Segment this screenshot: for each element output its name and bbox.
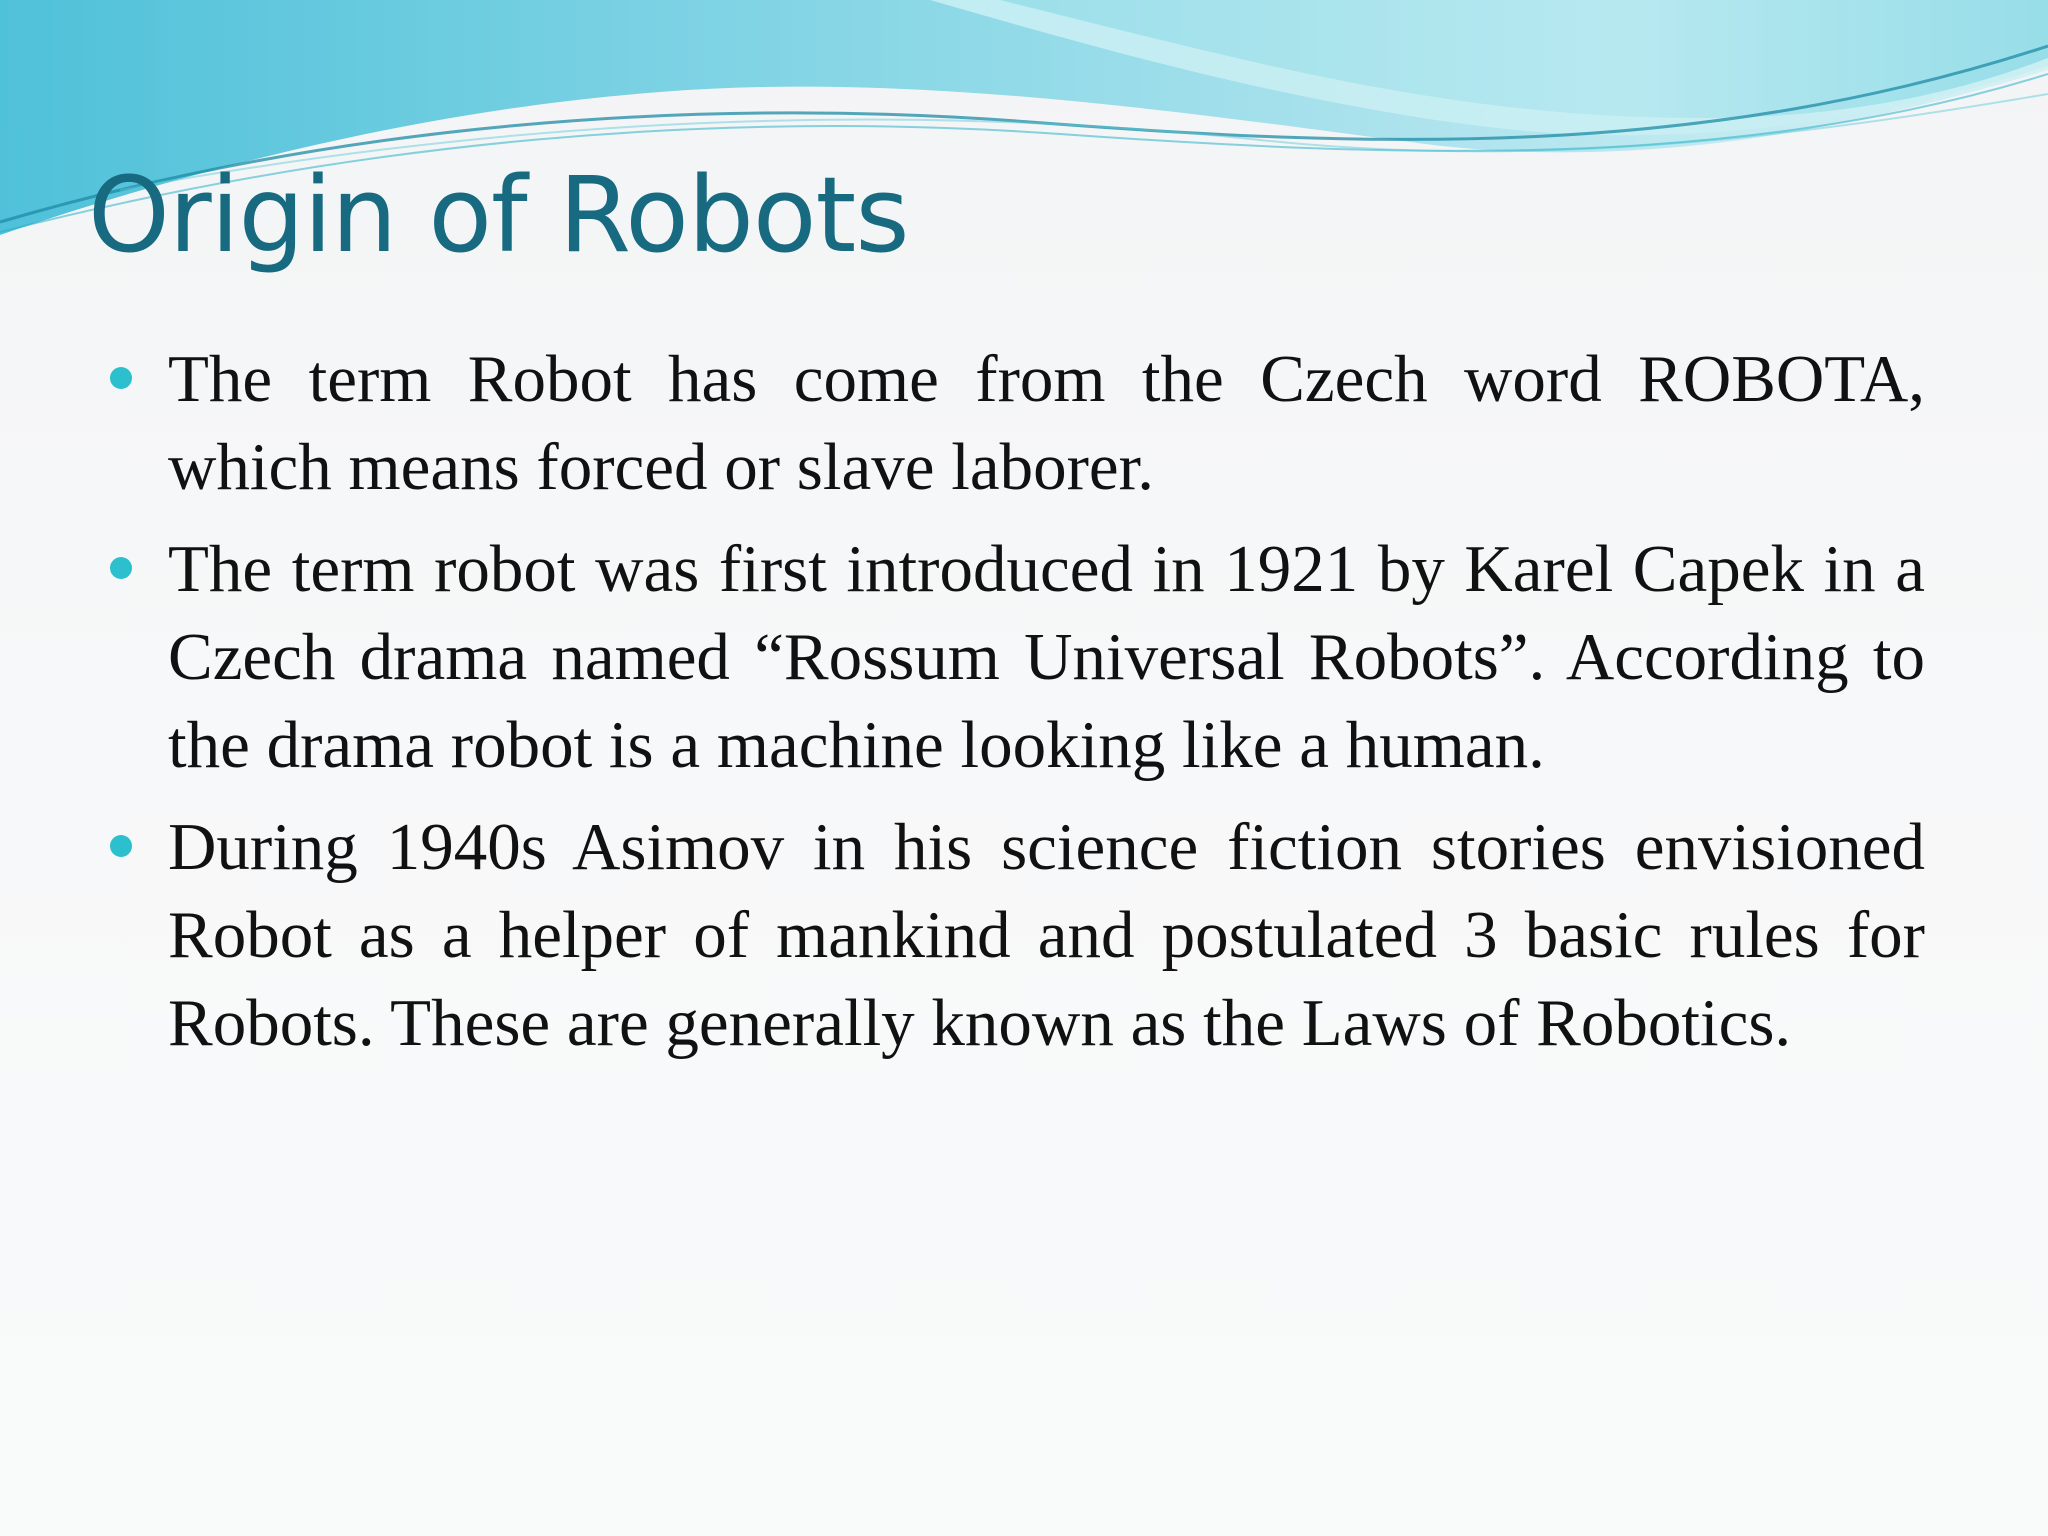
bullet-dot-icon [110,557,132,579]
bullet-text: During 1940s Asimov in his science fiction stories envisioned Robot as a helper of mankind and postulated 3 basic rules for Robots. These are generally known as the Laws of Robotics. [168,810,1925,1060]
bullet-list [110,335,1925,1081]
bullet-dot-icon [110,367,132,389]
bullet-item [110,335,1925,511]
bullet-item [110,803,1925,1067]
slide-title: Origin of Robots [88,154,909,276]
bullet-text: The term Robot has come from the Czech word ROBOTA, which means forced or slave laborer. [168,342,1925,504]
bullet-text: The term robot was first introduced in 1921 by Karel Capek in a Czech drama named “Rossum Universal Robots”. According to the drama robot is a machine looking like a human. [168,532,1925,782]
bullet-dot-icon [110,835,132,857]
bullet-item [110,525,1925,789]
